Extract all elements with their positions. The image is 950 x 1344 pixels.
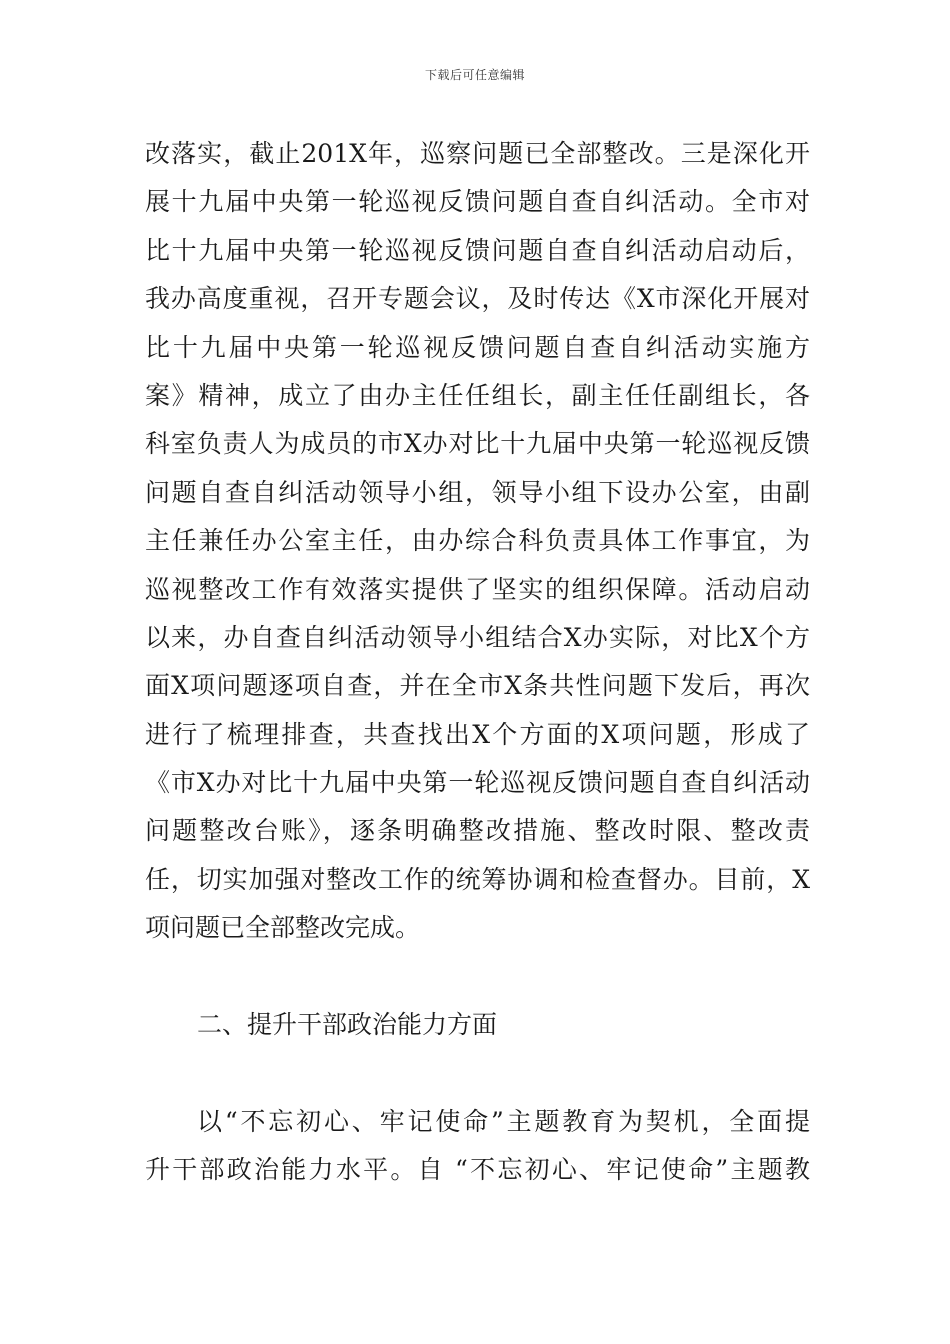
document-body xyxy=(145,130,810,1195)
text-line: 问题自查自纠活动领导小组，领导小组下设办公室，由副 xyxy=(145,477,810,507)
text-line: 展十九届中央第一轮巡视反馈问题自查自纠活动。全市对 xyxy=(145,187,810,217)
text-line: 任，切实加强对整改工作的统筹协调和检查督办。目前，X xyxy=(145,864,810,894)
text-line: 科室负责人为成员的市X办对比十九届中央第一轮巡视反馈 xyxy=(145,429,810,459)
text-line: 以来，办自查自纠活动领导小组结合X办实际，对比X个方 xyxy=(145,622,810,652)
paragraph-2 xyxy=(145,1098,810,1195)
text-line: 以“不忘初心、牢记使命”主题教育为契机，全面提 xyxy=(197,1106,810,1136)
text-line: 我办高度重视，召开专题会议，及时传达《X市深化开展对 xyxy=(145,284,810,314)
section-heading: 二、提升干部政治能力方面 xyxy=(197,1010,498,1040)
text-line: 比十九届中央第一轮巡视反馈问题自查自纠活动实施方 xyxy=(145,332,810,362)
paragraph-gap xyxy=(145,953,810,1001)
paragraph-gap xyxy=(145,1049,810,1097)
text-line: 升干部政治能力水平。自 “不忘初心、牢记使命”主题教 xyxy=(145,1155,810,1185)
page-header-note: 下载后可任意编辑 xyxy=(424,68,525,82)
paragraph-1 xyxy=(145,130,810,953)
text-line: 面X项问题逐项自查，并在全市X条共性问题下发后，再次 xyxy=(145,671,810,701)
text-line: 案》精神，成立了由办主任任组长，副主任任副组长，各 xyxy=(145,380,810,410)
text-line: 进行了梳理排查，共查找出X个方面的X项问题，形成了 xyxy=(145,719,810,749)
text-line: 比十九届中央第一轮巡视反馈问题自查自纠活动启动后， xyxy=(145,235,810,265)
text-line: 主任兼任办公室主任，由办综合科负责具体工作事宜，为 xyxy=(145,526,810,556)
text-line: 巡视整改工作有效落实提供了坚实的组织保障。活动启动 xyxy=(145,574,810,604)
text-line: 问题整改台账》，逐条明确整改措施、整改时限、整改责 xyxy=(145,816,810,846)
text-line: 《市X办对比十九届中央第一轮巡视反馈问题自查自纠活动 xyxy=(145,768,810,798)
text-line: 项问题已全部整改完成。 xyxy=(145,913,421,943)
text-line: 改落实，截止201X年，巡察问题已全部整改。三是深化开 xyxy=(145,139,810,168)
